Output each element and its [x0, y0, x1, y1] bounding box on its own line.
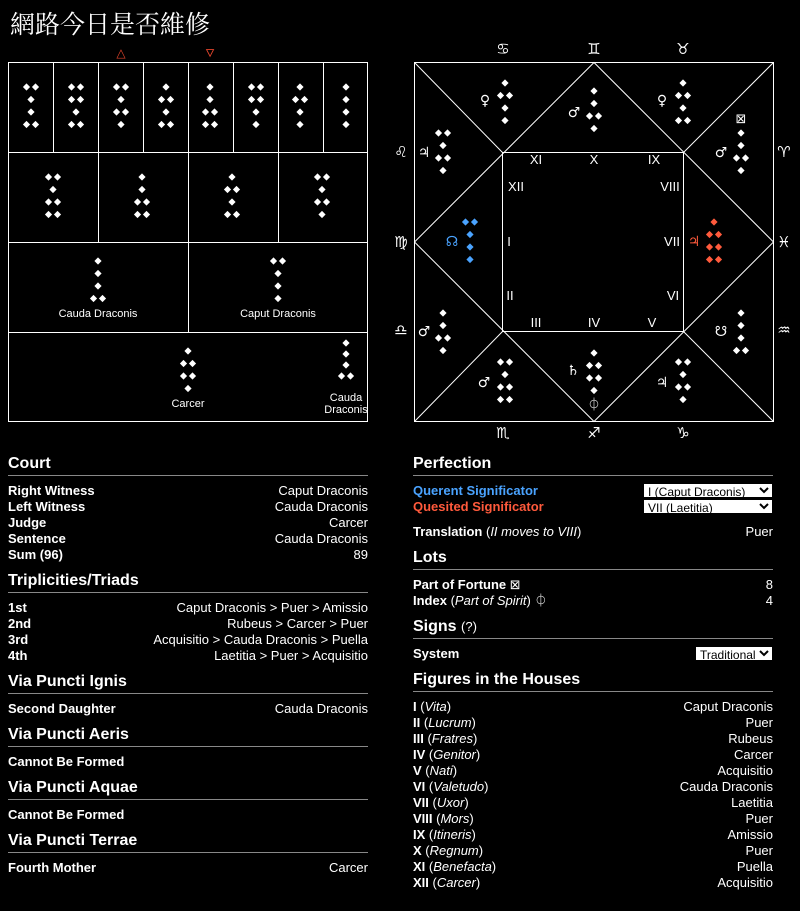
house-number-6: VI	[666, 288, 680, 303]
fortune-value: 8	[765, 577, 773, 592]
planet-north-node-icon: ☊	[445, 234, 459, 250]
sign-sagittarius-icon: ♐	[587, 424, 601, 442]
lots-title: Lots	[413, 549, 773, 570]
sign-aquarius-icon: ♒	[777, 321, 791, 339]
house-figure-row: IX (Itineris) Amissio	[413, 827, 773, 842]
planet-mars-icon: ♂	[477, 375, 491, 391]
geomantic-figure	[435, 129, 451, 174]
triplicity-row: 4th Laetitia > Puer > Acquisitio	[8, 648, 368, 663]
system-row	[413, 646, 773, 662]
system-select[interactable]	[695, 646, 773, 661]
court-row: Right Witness Caput Draconis	[8, 483, 368, 498]
house-figure-row: IV (Genitor) Carcer	[413, 747, 773, 762]
fortune-icon: ⊠	[509, 578, 521, 593]
geomantic-figure	[435, 309, 451, 354]
geomantic-figure	[675, 358, 691, 403]
planet-venus-icon: ♀	[656, 93, 668, 109]
querent-label: Querent Significator	[413, 483, 538, 498]
court-row: Sentence Cauda Draconis	[8, 531, 368, 546]
via-aeris-title: Via Puncti Aeris	[8, 726, 368, 747]
via-row: Cannot Be Formed	[8, 754, 125, 769]
house-figure-row: V (Nati) Acquisitio	[413, 763, 773, 778]
sign-pisces-icon: ♓	[777, 233, 791, 251]
triplicities-section	[8, 572, 368, 664]
geomantic-figure	[675, 79, 691, 124]
index-value: 4	[765, 593, 773, 608]
translation-row: Translation (II moves to VIII) Puer	[413, 524, 773, 539]
translation-detail: II moves to VIII	[490, 524, 578, 539]
figures-houses-title: Figures in the Houses	[413, 671, 773, 692]
sentence-label-line2: Draconis	[324, 404, 368, 416]
planet-south-node-icon: ☋	[714, 324, 728, 340]
translation-label: Translation	[413, 524, 483, 539]
sign-libra-icon: ♎	[394, 321, 408, 339]
sentence-label-line1: Cauda	[329, 392, 363, 404]
court-row: Left Witness Cauda Draconis	[8, 499, 368, 514]
house-figure-row: XII (Carcer) Acquisitio	[413, 875, 773, 890]
signs-help-link[interactable]: (?)	[461, 619, 477, 634]
figures-houses-section	[413, 671, 773, 891]
house-figure-row: VII (Uxor) Laetitia	[413, 795, 773, 810]
page-title: 網路今日是否維修	[10, 10, 211, 39]
triplicity-row: 2nd Rubeus > Carcer > Puer	[8, 616, 368, 631]
house-number-1: I	[507, 234, 511, 249]
house-number-7: VII	[664, 234, 680, 249]
sign-scorpio-icon: ♏	[496, 424, 510, 442]
geomantic-figure	[733, 129, 749, 174]
house-number-12: XII	[508, 179, 524, 194]
translation-value: Puer	[745, 524, 773, 539]
house-number-4: IV	[587, 315, 601, 330]
via-terrae-section	[8, 832, 368, 876]
lot-spirit-icon: ⏀	[587, 398, 601, 413]
sign-gemini-icon: ♊	[587, 40, 601, 58]
court-row: Judge Carcer	[8, 515, 368, 530]
perfection-title: Perfection	[413, 455, 773, 476]
via-row: Second Daughter Cauda Draconis	[8, 701, 368, 716]
marker-triangle-icon: △	[116, 46, 126, 60]
house-figure-row: X (Regnum) Puer	[413, 843, 773, 858]
index-row: Index (Part of Spirit) ⏀ 4	[413, 593, 773, 609]
house-number-11: XI	[529, 152, 543, 167]
planet-venus-icon: ♀	[479, 93, 491, 109]
house-figure-row: I (Vita) Caput Draconis	[413, 699, 773, 714]
spirit-icon: ⏀	[534, 594, 548, 609]
via-aquae-title: Via Puncti Aquae	[8, 779, 368, 800]
triplicity-row: 1st Caput Draconis > Puer > Amissio	[8, 600, 368, 615]
court-title: Court	[8, 455, 368, 476]
via-row: Fourth Mother Carcer	[8, 860, 368, 875]
sign-capricorn-icon: ♑	[676, 424, 690, 442]
house-figure-row: II (Lucrum) Puer	[413, 715, 773, 730]
geomantic-figure	[586, 349, 602, 394]
house-number-2: II	[506, 288, 514, 303]
right-witness-label: Caput Draconis	[240, 308, 316, 320]
court-row: Sum (96) 89	[8, 547, 368, 562]
sign-virgo-icon: ♍	[394, 233, 408, 251]
geomantic-figure	[706, 218, 722, 263]
house-figure-row: XI (Benefacta) Puella	[413, 859, 773, 874]
triplicities-title: Triplicities/Triads	[8, 572, 368, 593]
house-number-5: V	[647, 315, 657, 330]
lots-section	[413, 549, 773, 609]
left-panel	[8, 455, 368, 885]
planet-jupiter-icon: ♃	[655, 375, 669, 391]
via-ignis-section	[8, 673, 368, 717]
via-row: Cannot Be Formed	[8, 807, 125, 822]
court-section	[8, 455, 368, 563]
right-panel	[413, 455, 773, 900]
signs-title: Signs	[413, 618, 457, 635]
sign-aries-icon: ♈	[777, 143, 791, 161]
judge-label: Carcer	[171, 398, 205, 410]
triplicity-row: 3rd Acquisitio > Cauda Draconis > Puella	[8, 632, 368, 647]
system-label: System	[413, 646, 460, 661]
house-number-10: X	[589, 152, 599, 167]
perfection-section	[413, 455, 773, 540]
geomantic-figure	[586, 87, 602, 132]
planet-jupiter-icon: ♃	[687, 234, 701, 250]
planet-mars-icon: ♂	[714, 145, 728, 161]
quesited-label: Quesited Significator	[413, 499, 544, 514]
sign-taurus-icon: ♉	[676, 40, 690, 58]
planet-mars-icon: ♂	[417, 324, 431, 340]
left-witness-label: Cauda Draconis	[58, 308, 138, 320]
planet-saturn-icon: ♄	[566, 363, 580, 379]
querent-row	[413, 483, 773, 499]
marker-water-icon: 🜄	[205, 47, 215, 60]
geomantic-figure	[733, 309, 749, 354]
house-number-3: III	[530, 315, 542, 330]
geomantic-figure	[497, 358, 513, 403]
signs-section	[413, 618, 773, 662]
fortune-label: Part of Fortune	[413, 577, 507, 592]
geomantic-figure	[462, 218, 478, 263]
quesited-row	[413, 499, 773, 515]
house-figure-row: VIII (Mors) Puer	[413, 811, 773, 826]
querent-select[interactable]	[643, 483, 773, 498]
house-figure-row: III (Fratres) Rubeus	[413, 731, 773, 746]
index-detail: Part of Spirit	[454, 593, 527, 608]
house-number-9: IX	[647, 152, 661, 167]
via-ignis-title: Via Puncti Ignis	[8, 673, 368, 694]
sign-cancer-icon: ♋	[496, 40, 510, 58]
quesited-select[interactable]	[643, 499, 773, 514]
via-aeris-section	[8, 726, 368, 770]
planet-mars-icon: ♂	[567, 105, 581, 121]
figures-houses-list	[413, 699, 773, 891]
via-terrae-title: Via Puncti Terrae	[8, 832, 368, 853]
house-figure-row: VI (Valetudo) Cauda Draconis	[413, 779, 773, 794]
fortune-row	[413, 577, 773, 593]
geomantic-figure	[497, 79, 513, 124]
house-number-8: VIII	[660, 179, 680, 194]
lot-fortune-icon: ⊠	[735, 112, 747, 127]
index-label: Index	[413, 593, 447, 608]
via-aquae-section	[8, 779, 368, 823]
sign-leo-icon: ♌	[394, 143, 408, 161]
planet-jupiter-icon: ♃	[417, 145, 431, 161]
